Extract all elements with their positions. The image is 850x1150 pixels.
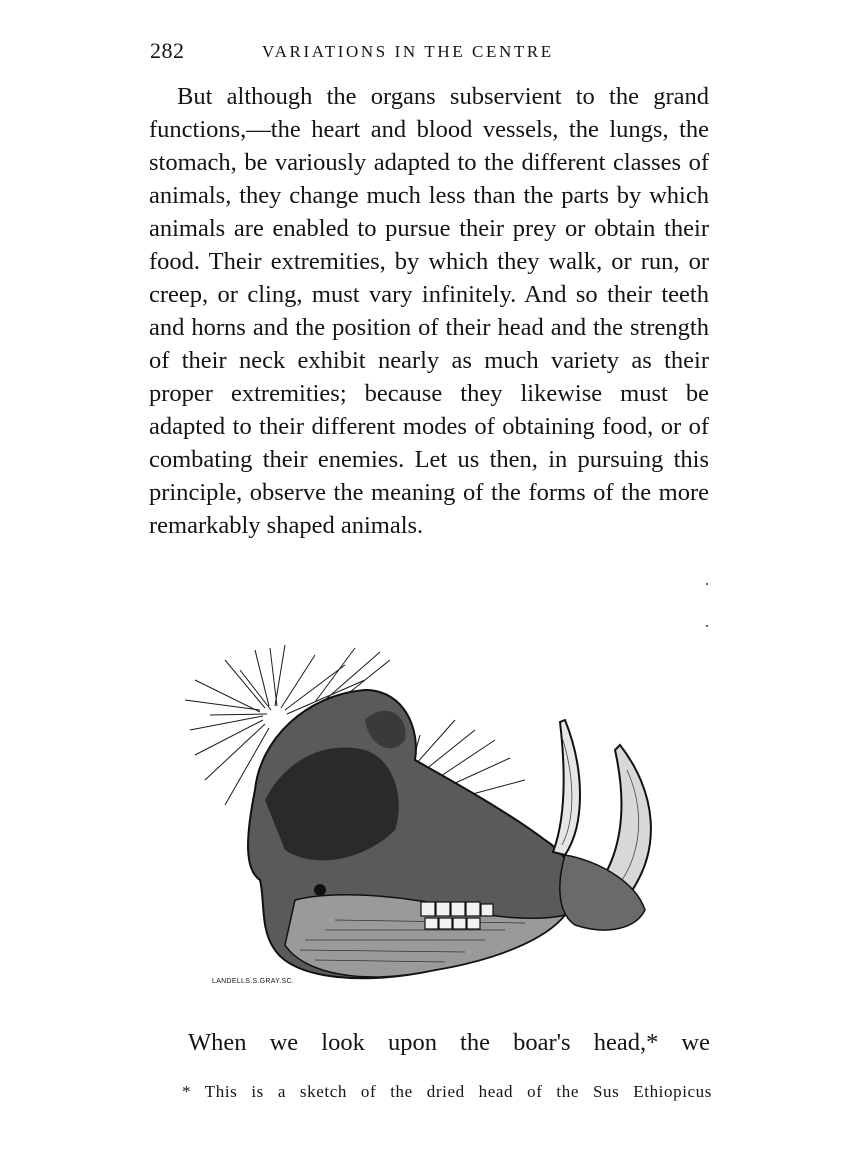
page-number: 282	[150, 38, 185, 63]
print-speck	[706, 583, 708, 585]
print-speck	[706, 625, 708, 627]
page-header	[150, 38, 710, 68]
boar-head-illustration	[165, 640, 725, 1000]
footnote: * This is a sketch of the dried head of the Sus Ethiopicus	[182, 1082, 712, 1101]
running-head: VARIATIONS IN THE CENTRE	[262, 42, 554, 61]
eye	[314, 884, 326, 896]
body-paragraph: But although the organs subservient to the grand functions,—the heart and blood vessels, the lungs, the stomach, be variously adapted to the different classes of animals, they change much less than the parts by which animals are enabled to pursue their prey or obtain their food. Their extremities, by which they walk, or run, or creep, or cling, must vary infinitely. And so their teeth and horns and the position of their head and the strength of their neck exhibit nearly as much variety as their proper extremities; because they likewise must be adapted to their different modes of obtaining food, or of combating their enemies. Let us then, in pursuing this principle, observe the meaning of the forms of the more remarkably shaped animals.	[149, 83, 709, 539]
boar-head-engraving	[165, 640, 725, 1000]
continuation-line: When we look upon the boar's head,* we	[188, 1029, 710, 1056]
engraver-credit: LANDELLS.S.GRAY.SC.	[212, 978, 295, 985]
